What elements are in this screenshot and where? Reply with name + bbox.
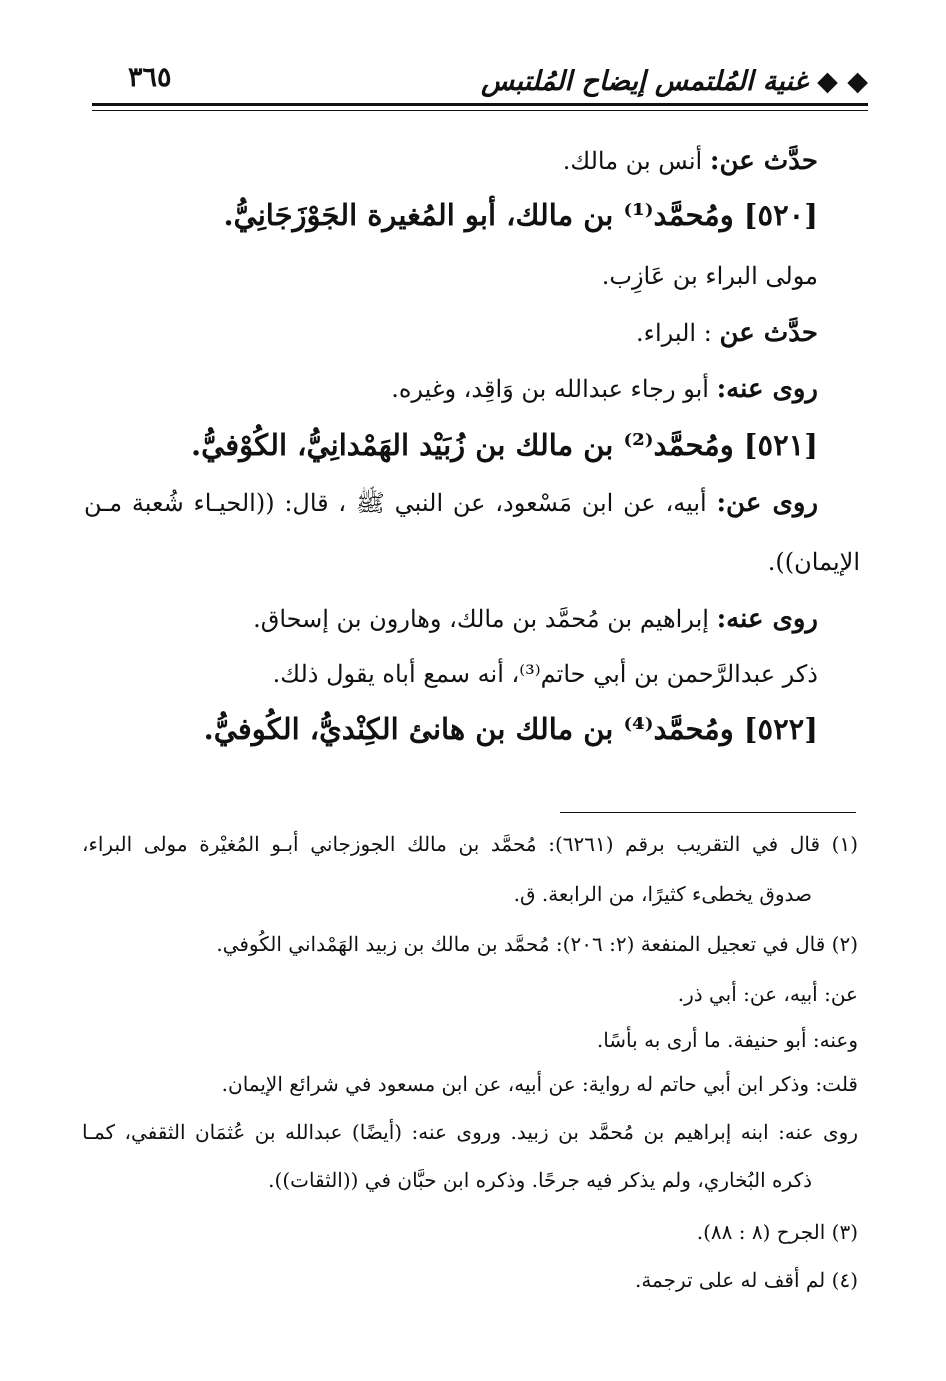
line-text: : البراء.: [636, 319, 720, 347]
footnote-2-line-1: (٢) قال في تعجيل المنفعة (٢: ٢٠٦): مُحمَّد بن مالك بن زبيد الهَمْداني الكُوفي.: [216, 932, 858, 956]
line-label: حدَّث عن: [719, 318, 818, 348]
footnote-3: (٣) الجرح (٨ : ٨٨).: [696, 1220, 858, 1244]
body-line-1: [563, 146, 818, 176]
running-header-title: ◆ ◆ غنية المُلتمس إيضاح المُلتبس: [481, 66, 868, 97]
body-line-8: الإيمان)).: [767, 548, 860, 576]
entry-521-heading: [٥٢١] ومُحمَّد⁽²⁾ بن مالك بن زُبَيْد الهَمْدانِيُّ، الكُوْفيُّ.: [190, 428, 818, 462]
footnote-1-line-2: صدوق يخطىء كثيرًا، من الرابعة. ق.: [513, 882, 812, 906]
footnote-2-line-6: ذكره البُخاري، ولم يذكر فيه جرحًا. وذكره ابن حبَّان في ((الثقات)).: [268, 1168, 812, 1192]
body-line-10: ذكر عبدالرَّحمن بن أبي حاتم⁽³⁾، أنه سمع أباه يقول ذلك.: [272, 660, 818, 688]
line-text: أبيه، عن ابن مَسْعود، عن النبي ﷺ ، قال: ((الحيـاء شُعبة مـن: [84, 489, 717, 517]
footnote-2-line-2: عن: أبيه، عن: أبي ذر.: [677, 982, 858, 1006]
footnote-2-line-3: وعنه: أبو حنيفة. ما أرى به بأسًا.: [596, 1028, 858, 1052]
entry-522-heading: [٥٢٢] ومُحمَّد⁽⁴⁾ بن مالك بن هانئ الكِنْديُّ، الكُوفيُّ.: [203, 712, 818, 746]
line-text: أبو رجاء عبدالله بن وَاقِد، وغيره.: [391, 375, 717, 403]
footnote-2-line-4: قلت: وذكر ابن أبي حاتم له رواية: عن أبيه، عن ابن مسعود في شرائع الإيمان.: [221, 1072, 858, 1096]
line-text: أنس بن مالك.: [562, 147, 710, 175]
body-line-4: [636, 318, 818, 348]
line-label: حدَّث عن:: [709, 146, 818, 176]
line-text: إبراهيم بن مُحمَّد بن مالك، وهارون بن إسحاق.: [253, 605, 717, 633]
footnote-4: (٤) لم أقف له على ترجمة.: [634, 1268, 858, 1292]
line-label: روى عنه:: [716, 604, 818, 634]
line-label: روى عن:: [716, 488, 818, 518]
line-label: روى عنه:: [716, 374, 818, 404]
body-line-3: مولى البراء بن عَازِب.: [601, 262, 818, 290]
page-number: ٣٦٥: [128, 62, 172, 93]
body-line-9: [253, 604, 818, 634]
body-line-7: [84, 488, 818, 523]
header-rule-thick: [92, 103, 868, 106]
entry-520-heading: [٥٢٠] ومُحمَّد⁽¹⁾ بن مالك، أبو المُغيرة الجَوْزَجَانِيُّ.: [223, 198, 818, 232]
footnote-2-line-5: روى عنه: ابنه إبراهيم بن مُحمَّد بن زبيد. وروى عنه: (أيضًا) عبدالله بن عُثمَان الثقفي، كمـا: [82, 1120, 858, 1144]
footnote-1-line-1: (١) قال في التقريب برقم (٦٢٦١): مُحمَّد بن مالك الجوزجاني أبـو المُغيْرة مولى البراء،: [82, 832, 859, 856]
body-line-5: [391, 374, 818, 404]
header-rule-thin: [92, 110, 868, 111]
footnote-separator: [560, 812, 856, 813]
